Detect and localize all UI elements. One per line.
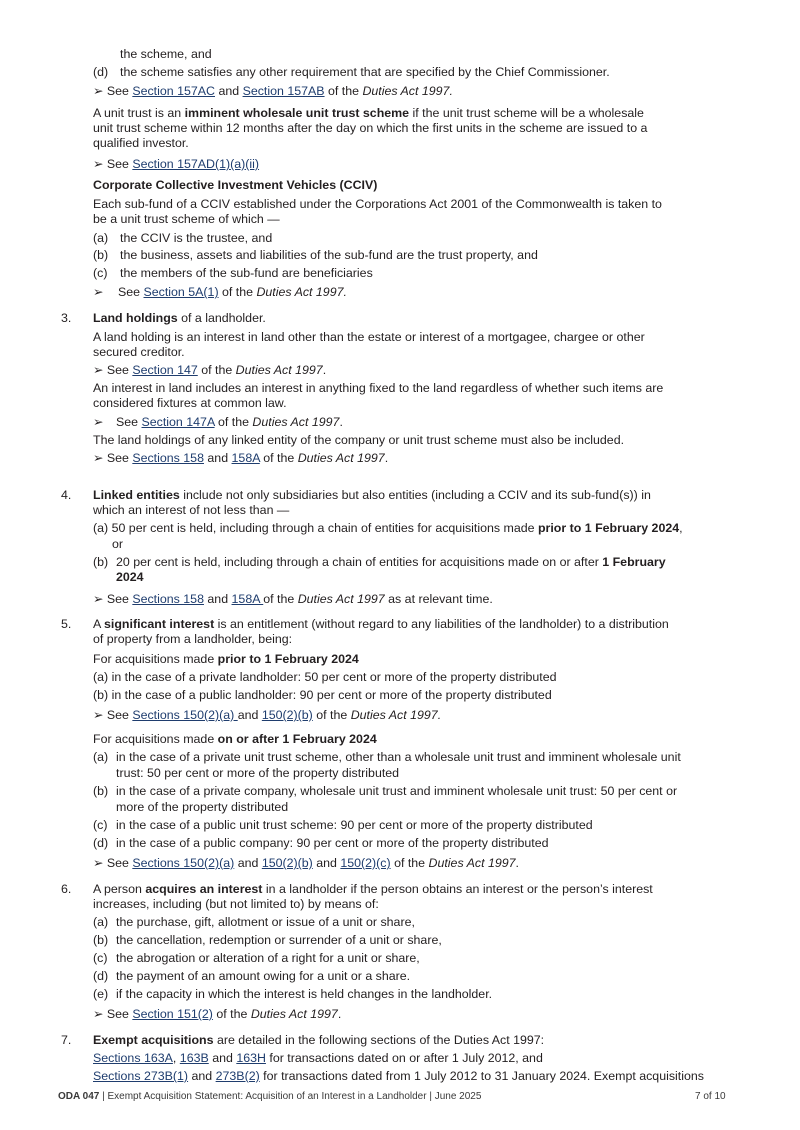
text-run: and bbox=[203, 592, 232, 606]
text-line bbox=[116, 987, 492, 1002]
act-title: Duties Act 1997. bbox=[256, 285, 347, 299]
text-line bbox=[93, 652, 359, 667]
text-run: , bbox=[679, 521, 683, 535]
text-line bbox=[93, 106, 644, 121]
text-run: qualified investor. bbox=[93, 136, 189, 150]
text-line bbox=[61, 882, 71, 897]
section-link[interactable]: 273B(2) bbox=[215, 1069, 260, 1083]
text-run: and bbox=[237, 708, 262, 722]
text-run: 3. bbox=[61, 311, 72, 325]
section-link[interactable]: Sections 150(2)(a) bbox=[132, 856, 235, 870]
text-run: (b) bbox=[93, 933, 109, 947]
text-run: the members of the sub-fund are beneficiaries bbox=[120, 266, 373, 280]
text-run: the cancellation, redemption or surrender of a unit or share, bbox=[116, 933, 442, 947]
text-line bbox=[93, 65, 108, 80]
section-link[interactable]: 150(2)(b) bbox=[261, 856, 313, 870]
text-run: of the bbox=[259, 451, 298, 465]
text-line bbox=[93, 121, 647, 136]
text-line bbox=[116, 818, 593, 833]
text-line bbox=[93, 1069, 704, 1084]
text-line bbox=[93, 1051, 543, 1066]
text-line bbox=[120, 47, 212, 62]
text-run: (d) bbox=[93, 969, 109, 983]
bold-text: significant interest bbox=[104, 617, 215, 631]
text-run: A unit trust is an bbox=[93, 106, 185, 120]
text-line bbox=[93, 396, 287, 411]
text-run: ➢ See bbox=[93, 363, 133, 377]
text-run: and bbox=[312, 856, 341, 870]
text-line bbox=[116, 784, 677, 799]
text-run: of the bbox=[218, 285, 257, 299]
text-line bbox=[93, 708, 441, 723]
text-run: and bbox=[215, 84, 243, 98]
text-run: ➢ See bbox=[93, 708, 133, 722]
bold-text: 1 February bbox=[602, 555, 666, 569]
section-link[interactable]: 163H bbox=[236, 1051, 266, 1065]
text-run: (c) bbox=[93, 818, 108, 832]
text-line bbox=[116, 933, 442, 948]
text-run: are detailed in the following sections of the Duties Act 1997: bbox=[213, 1033, 545, 1047]
text-run: in the case of a public company: 90 per cent or more of the property distributed bbox=[116, 836, 549, 850]
text-run: the purchase, gift, allotment or issue of a unit or share, bbox=[116, 915, 415, 929]
section-link[interactable]: Sections 163A bbox=[93, 1051, 173, 1065]
text-run: (a) bbox=[93, 915, 109, 929]
text-run: ➢ See bbox=[93, 84, 133, 98]
text-run: which an interest of not less than — bbox=[93, 503, 290, 517]
text-run: . bbox=[515, 856, 519, 870]
text-run: A bbox=[93, 617, 105, 631]
text-run: of the bbox=[390, 856, 429, 870]
text-run: ➢ bbox=[93, 285, 104, 299]
text-line bbox=[93, 969, 108, 984]
text-run: more of the property distributed bbox=[116, 800, 289, 814]
text-line bbox=[61, 617, 71, 632]
text-run: of the bbox=[312, 708, 351, 722]
text-line bbox=[120, 266, 373, 281]
text-line bbox=[116, 915, 415, 930]
text-line bbox=[112, 537, 123, 552]
text-line bbox=[93, 451, 388, 466]
text-line bbox=[116, 800, 288, 815]
text-run: . bbox=[384, 451, 389, 465]
text-line bbox=[93, 266, 107, 281]
text-run: ➢ See bbox=[93, 856, 133, 870]
text-line bbox=[93, 157, 259, 172]
text-run: 5. bbox=[61, 617, 72, 631]
text-run: (a) bbox=[93, 231, 109, 245]
text-run: (d) bbox=[93, 836, 109, 850]
text-run: (b) bbox=[93, 248, 109, 262]
text-run: (d) bbox=[93, 65, 109, 79]
text-line bbox=[61, 311, 71, 326]
text-line bbox=[93, 248, 108, 263]
text-line bbox=[93, 197, 662, 212]
text-run: of the bbox=[263, 592, 298, 606]
text-run: if the unit trust scheme will be a wholesale bbox=[409, 106, 644, 120]
text-run: For acquisitions made bbox=[93, 732, 218, 746]
text-line bbox=[93, 818, 107, 833]
text-line bbox=[93, 897, 379, 912]
text-line bbox=[93, 415, 103, 430]
text-line bbox=[61, 1033, 71, 1048]
text-run: increases, including (but not limited to) by means of: bbox=[93, 897, 379, 911]
text-line bbox=[93, 670, 557, 685]
text-run: secured creditor. bbox=[93, 345, 185, 359]
text-line bbox=[93, 433, 624, 448]
text-line bbox=[93, 933, 108, 948]
text-line bbox=[93, 311, 266, 326]
text-run: ➢ See bbox=[93, 592, 133, 606]
text-run: A person bbox=[93, 882, 146, 896]
text-run: 6. bbox=[61, 882, 72, 896]
text-line bbox=[93, 592, 493, 607]
text-run: (a) 50 per cent is held, including through a chain of entities for acquisitions made bbox=[93, 521, 538, 535]
text-line bbox=[93, 915, 108, 930]
text-line bbox=[118, 285, 347, 300]
text-run: (c) bbox=[93, 266, 108, 280]
bold-text: Linked entities bbox=[93, 488, 180, 502]
text-run: the abrogation or alteration of a right for a unit or share, bbox=[116, 951, 420, 965]
text-run: and bbox=[208, 1051, 237, 1065]
text-line bbox=[93, 951, 107, 966]
text-run: in the case of a public unit trust scheme: 90 per cent or more of the property distributed bbox=[116, 818, 593, 832]
section-link[interactable]: 158A bbox=[231, 592, 264, 606]
text-line bbox=[93, 488, 651, 503]
text-run: , bbox=[172, 1051, 180, 1065]
text-run: Each sub-fund of a CCIV established under the Corporations Act 2001 of the Commonwealth is taken to bbox=[93, 197, 662, 211]
text-run: . bbox=[339, 415, 343, 429]
text-line bbox=[93, 856, 519, 871]
text-run: For acquisitions made bbox=[93, 652, 218, 666]
text-line bbox=[93, 836, 108, 851]
text-run: A land holding is an interest in land other than the estate or interest of a mortgagee, chargee or other bbox=[93, 330, 645, 344]
section-link[interactable]: Section 147A bbox=[141, 415, 215, 429]
text-run: in the case of a private unit trust scheme, other than a wholesale unit trust and imminent wholesale unit bbox=[116, 750, 681, 764]
text-run: . bbox=[337, 1007, 342, 1021]
text-run: See bbox=[116, 415, 142, 429]
text-run: for transactions dated from 1 July 2012 to 31 January 2024. Exempt acquisitions bbox=[259, 1069, 704, 1083]
footer-page-number: 7 of 10 bbox=[695, 1091, 726, 1102]
text-run: be a unit trust scheme of which — bbox=[93, 212, 280, 226]
bold-text: prior to 1 February 2024 bbox=[537, 521, 680, 535]
act-title: Duties Act 1997. bbox=[362, 84, 453, 98]
text-run: the business, assets and liabilities of the sub-fund are the trust property, and bbox=[120, 248, 538, 262]
section-link[interactable]: 163B bbox=[179, 1051, 209, 1065]
text-line bbox=[93, 555, 108, 570]
text-run: and bbox=[188, 1069, 216, 1083]
text-line bbox=[116, 570, 144, 585]
text-line bbox=[93, 784, 108, 799]
text-run: of the bbox=[214, 415, 253, 429]
text-line bbox=[93, 750, 108, 765]
act-title: Duties Act 1997 bbox=[235, 363, 323, 377]
bold-text: on or after 1 February 2024 bbox=[217, 732, 377, 746]
text-run: ➢ See bbox=[93, 157, 133, 171]
text-run: of the bbox=[197, 363, 236, 377]
text-line bbox=[61, 488, 71, 503]
act-title: Duties Act 1997 bbox=[250, 1007, 338, 1021]
text-run: (c) bbox=[93, 951, 108, 965]
text-run: is an entitlement (without regard to any liabilities of the landholder) to a distribution bbox=[214, 617, 669, 631]
text-line bbox=[93, 617, 669, 632]
text-line bbox=[93, 345, 185, 360]
section-link[interactable]: Section 157AB bbox=[242, 84, 325, 98]
text-run: ➢ bbox=[93, 415, 104, 429]
text-line bbox=[93, 285, 103, 300]
section-link[interactable]: Section 157AC bbox=[132, 84, 215, 98]
text-run: the CCIV is the trustee, and bbox=[120, 231, 273, 245]
text-run: 4. bbox=[61, 488, 72, 502]
text-run: the scheme satisfies any other requirement that are specified by the Chief Commissioner. bbox=[120, 65, 610, 79]
text-run: if the capacity in which the interest is held changes in the landholder. bbox=[116, 987, 493, 1001]
text-line bbox=[120, 65, 610, 80]
footer-doc-code: ODA 047 bbox=[58, 1091, 100, 1102]
bold-text: acquires an interest bbox=[145, 882, 263, 896]
text-run: 7. bbox=[61, 1033, 72, 1047]
section-link[interactable]: Section 157AD(1)(a)(ii) bbox=[132, 157, 260, 171]
text-run: the scheme, and bbox=[120, 47, 212, 61]
text-run: See bbox=[118, 285, 144, 299]
text-run: ➢ See bbox=[93, 451, 133, 465]
text-line bbox=[120, 231, 272, 246]
text-run: (a) in the case of a private landholder: 50 per cent or more of the property distributed bbox=[93, 670, 557, 684]
text-line bbox=[116, 969, 410, 984]
bold-text: Corporate Collective Investment Vehicles (CCIV) bbox=[93, 178, 378, 192]
text-run: the payment of an amount owing for a unit or a share. bbox=[116, 969, 411, 983]
text-run: and bbox=[203, 451, 232, 465]
text-line bbox=[120, 248, 538, 263]
bold-text: 2024 bbox=[116, 570, 144, 584]
text-run: (a) bbox=[93, 750, 109, 764]
text-run: (e) bbox=[93, 987, 109, 1001]
text-line bbox=[116, 415, 343, 430]
text-run: ➢ See bbox=[93, 1007, 133, 1021]
text-run: 20 per cent is held, including through a chain of entities for acquisitions made on or after bbox=[116, 555, 603, 569]
bold-text: prior to 1 February 2024 bbox=[217, 652, 359, 666]
text-line bbox=[116, 555, 666, 570]
section-link[interactable]: Sections 150(2)(a) bbox=[132, 708, 238, 722]
text-line bbox=[93, 987, 108, 1002]
text-run: An interest in land includes an interest in anything fixed to the land regardless of whether such items are bbox=[93, 381, 664, 395]
bold-text: Land holdings bbox=[93, 311, 178, 325]
section-link[interactable]: Section 5A(1) bbox=[143, 285, 219, 299]
text-run: as at relevant time. bbox=[384, 592, 493, 606]
section-link[interactable]: Sections 273B(1) bbox=[93, 1069, 189, 1083]
text-line bbox=[93, 136, 189, 151]
text-run: include not only subsidiaries but also entities (including a CCIV and its sub-fund(s)) in bbox=[179, 488, 651, 502]
text-run: trust: 50 per cent or more of the property distributed bbox=[116, 766, 400, 780]
text-line bbox=[93, 688, 552, 703]
text-run: (b) in the case of a public landholder: 90 per cent or more of the property distributed bbox=[93, 688, 552, 702]
text-line bbox=[93, 363, 326, 378]
text-run: of property from a landholder, being: bbox=[93, 632, 293, 646]
text-run: considered fixtures at common law. bbox=[93, 396, 287, 410]
act-title: Duties Act 1997 bbox=[297, 451, 385, 465]
text-line bbox=[93, 882, 653, 897]
text-line bbox=[93, 732, 377, 747]
act-title: Duties Act 1997 bbox=[252, 415, 340, 429]
text-line bbox=[93, 84, 453, 99]
text-run: in the case of a private company, wholesale unit trust and imminent wholesale unit trust: 50 per cent or bbox=[116, 784, 678, 798]
text-line bbox=[93, 503, 289, 518]
text-line bbox=[93, 632, 292, 647]
text-line bbox=[93, 330, 645, 345]
text-line bbox=[116, 951, 420, 966]
text-line bbox=[93, 212, 280, 227]
text-run: in a landholder if the person obtains an interest or the person’s interest bbox=[262, 882, 653, 896]
text-line bbox=[93, 1007, 341, 1022]
section-link[interactable]: 150(2)(c) bbox=[340, 856, 391, 870]
text-line bbox=[93, 1033, 544, 1048]
section-link[interactable]: Sections 158 bbox=[132, 451, 204, 465]
text-line bbox=[93, 381, 663, 396]
text-run: of the bbox=[212, 1007, 251, 1021]
text-run: or bbox=[112, 537, 124, 551]
text-line bbox=[116, 766, 399, 781]
section-link[interactable]: Section 151(2) bbox=[132, 1007, 213, 1021]
text-run: . bbox=[322, 363, 327, 377]
section-link[interactable]: Section 147 bbox=[132, 363, 198, 377]
text-line bbox=[93, 521, 683, 536]
act-title: Duties Act 1997 bbox=[428, 856, 516, 870]
text-run: of the bbox=[324, 84, 363, 98]
section-link[interactable]: 150(2)(b) bbox=[261, 708, 313, 722]
text-run: and bbox=[234, 856, 262, 870]
bold-text: Exempt acquisitions bbox=[93, 1033, 214, 1047]
text-line bbox=[93, 178, 377, 193]
text-run: (b) bbox=[93, 555, 109, 569]
text-line bbox=[93, 231, 108, 246]
act-title: Duties Act 1997. bbox=[350, 708, 442, 722]
footer-doc-title: | Exempt Acquisition Statement: Acquisition of an Interest in a Landholder | June 2025 bbox=[99, 1091, 482, 1102]
text-run: unit trust scheme within 12 months after the day on which the first units in the scheme are issued to a bbox=[93, 121, 648, 135]
text-run: (b) bbox=[93, 784, 109, 798]
section-link[interactable]: 158A bbox=[231, 451, 260, 465]
text-run: of a landholder. bbox=[177, 311, 266, 325]
text-line bbox=[116, 750, 681, 765]
act-title: Duties Act 1997 bbox=[297, 592, 385, 606]
bold-text: imminent wholesale unit trust scheme bbox=[184, 106, 410, 120]
section-link[interactable]: Sections 158 bbox=[132, 592, 204, 606]
footer-left bbox=[58, 1091, 481, 1102]
text-line bbox=[116, 836, 549, 851]
text-run: for transactions dated on or after 1 July 2012, and bbox=[265, 1051, 543, 1065]
text-run: The land holdings of any linked entity of the company or unit trust scheme must also be included. bbox=[93, 433, 625, 447]
